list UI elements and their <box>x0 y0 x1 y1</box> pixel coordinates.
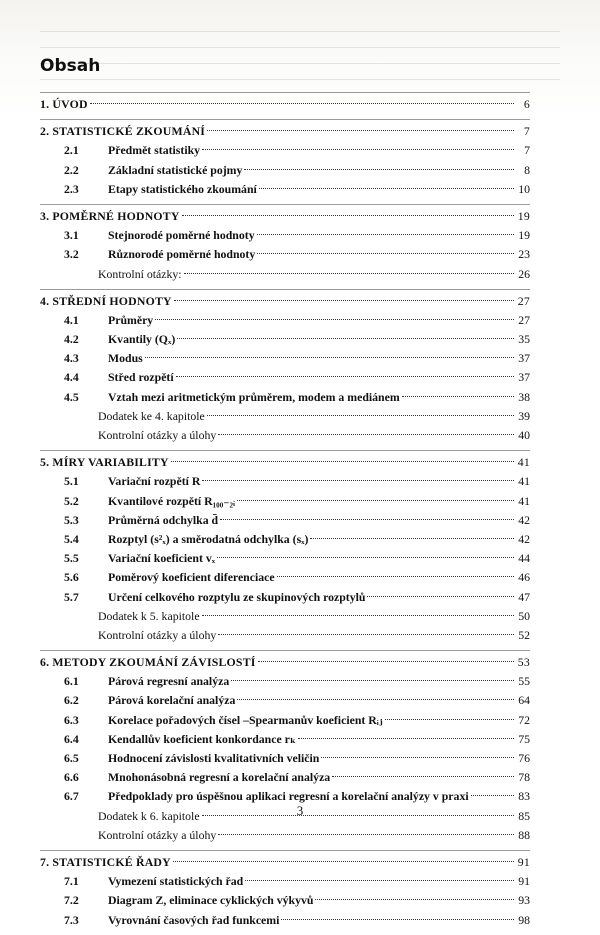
toc-subsection-entry <box>40 180 530 199</box>
toc-subsection-entry <box>40 730 530 749</box>
toc-subsection-entry <box>40 226 530 245</box>
entry-number: 5.2 <box>64 493 79 508</box>
entry-title: Dodatek k 6. kapitole <box>98 808 200 823</box>
toc-section <box>40 850 530 930</box>
toc-note-entry <box>40 826 530 845</box>
toc-chapter-entry <box>40 95 530 114</box>
chapter-title: 6. METODY ZKOUMÁNÍ ZÁVISLOSTÍ <box>40 655 256 670</box>
toc-subsection-entry <box>40 492 530 511</box>
dot-leader <box>218 634 514 635</box>
dot-leader <box>258 661 514 662</box>
toc-subsection-entry <box>40 368 530 387</box>
entry-title: Stejnorodé poměrné hodnoty <box>108 228 255 243</box>
entry-page: 19 <box>518 228 530 243</box>
chapter-page: 27 <box>517 293 530 308</box>
entry-page: 46 <box>518 570 530 585</box>
toc-subsection-entry <box>40 311 530 330</box>
entry-number: 5.7 <box>64 589 79 604</box>
entry-title: Variační koeficient vₓ <box>108 551 216 566</box>
entry-page: 47 <box>518 589 530 604</box>
dot-leader <box>245 880 514 881</box>
dot-leader <box>231 680 514 681</box>
chapter-page: 41 <box>517 455 530 470</box>
toc-subsection-entry <box>40 388 530 407</box>
entry-title: Diagram Z, eliminace cyklických výkyvů <box>108 893 314 908</box>
chapter-page: 91 <box>517 854 530 869</box>
chapter-page: 53 <box>517 655 530 670</box>
entry-page: 78 <box>518 770 530 785</box>
chapter-title: 3. POMĚRNÉ HODNOTY <box>40 208 180 223</box>
entry-page: 38 <box>518 389 530 404</box>
entry-page: 37 <box>518 351 530 366</box>
entry-page: 75 <box>518 731 530 746</box>
toc-chapter-entry <box>40 453 530 472</box>
dot-leader <box>202 149 514 150</box>
entry-title: Dodatek ke 4. kapitole <box>98 408 205 423</box>
toc-chapter-entry <box>40 853 530 872</box>
entry-title: Mnohonásobná regresní a korelační analýza <box>108 770 331 785</box>
dot-leader <box>237 500 514 501</box>
entry-number: 2.2 <box>64 162 79 177</box>
dot-leader <box>281 919 514 920</box>
toc-subsection-entry <box>40 872 530 891</box>
toc-chapter-entry <box>40 207 530 226</box>
dot-leader <box>217 557 514 558</box>
toc-subsection-entry <box>40 891 530 910</box>
entry-title: Rozptyl (s²ₓ) a směrodatná odchylka (sₓ) <box>108 531 309 546</box>
dot-leader <box>298 738 514 739</box>
entry-title: Kontrolní otázky a úlohy <box>98 428 217 442</box>
entry-number: 4.5 <box>64 389 79 404</box>
toc-subsection-entry <box>40 511 530 530</box>
entry-page: 52 <box>518 627 530 642</box>
entry-title: Střed rozpětí <box>108 370 174 385</box>
entry-number: 2.1 <box>64 143 79 158</box>
toc-subsection-entry <box>40 911 530 930</box>
entry-number: 7.1 <box>64 874 79 889</box>
entry-page: 10 <box>518 181 530 196</box>
entry-page: 37 <box>518 370 530 385</box>
entry-page: 44 <box>518 551 530 566</box>
dot-leader <box>310 538 514 539</box>
entry-title: Kendallův koeficient konkordance rₖ <box>108 731 297 746</box>
toc-subsection-entry <box>40 711 530 730</box>
toc-note-entry <box>40 265 530 284</box>
toc-subsection-entry <box>40 530 530 549</box>
dot-leader <box>171 461 514 462</box>
dot-leader <box>173 861 514 862</box>
entry-title: Kvantilové rozpětí R₁₀₀₋₂ᵢ <box>108 493 236 508</box>
entry-page: 85 <box>518 808 530 823</box>
chapter-page: 6 <box>523 97 530 111</box>
entry-title: Párová regresní analýza <box>108 674 230 689</box>
toc-section <box>40 204 530 284</box>
toc-subsection-entry <box>40 691 530 710</box>
dot-leader <box>259 188 514 189</box>
entry-number: 6.3 <box>64 712 79 727</box>
dot-leader <box>367 596 514 597</box>
entry-title: Hodnocení závislosti kvalitativních veličin <box>108 751 320 765</box>
toc-note-entry <box>40 626 530 645</box>
dot-leader <box>402 396 514 397</box>
entry-number: 5.1 <box>64 474 79 489</box>
dot-leader <box>90 103 514 104</box>
dot-leader <box>385 719 514 720</box>
entry-number: 6.5 <box>64 751 79 765</box>
toc-note-entry <box>40 407 530 426</box>
dot-leader <box>244 169 514 170</box>
dot-leader <box>315 899 514 900</box>
entry-title: Vztah mezi aritmetickým průměrem, modem a mediánem <box>108 389 400 404</box>
entry-number: 7.2 <box>64 893 79 908</box>
toc-subsection-entry <box>40 549 530 568</box>
dot-leader <box>184 273 514 274</box>
entry-number: 5.3 <box>64 512 79 527</box>
entry-number: 6.4 <box>64 731 79 746</box>
entry-number: 2.3 <box>64 181 79 196</box>
entry-title: Vyrovnání časových řad funkcemi <box>108 912 280 927</box>
toc-chapter-entry <box>40 122 530 141</box>
entry-page: 91 <box>518 874 530 889</box>
toc-chapter-entry <box>40 292 530 311</box>
entry-page: 83 <box>518 789 530 804</box>
page-title: Obsah <box>40 56 101 76</box>
entry-page: 64 <box>518 693 530 708</box>
page-number: 3 <box>296 803 304 818</box>
toc-subsection-entry <box>40 349 530 368</box>
entry-page: 41 <box>518 474 530 489</box>
entry-number: 3.1 <box>64 228 79 243</box>
dot-leader <box>257 234 514 235</box>
toc-subsection-entry <box>40 161 530 180</box>
toc-chapter-entry <box>40 653 530 672</box>
entry-title: Variační rozpětí R <box>108 474 201 489</box>
entry-title: Průměry <box>108 312 154 327</box>
entry-page: 39 <box>518 408 530 423</box>
dot-leader <box>145 357 514 358</box>
entry-page: 23 <box>518 247 530 262</box>
entry-title: Kvantily (Qₓ) <box>108 332 176 347</box>
entry-page: 40 <box>518 428 530 442</box>
entry-page: 41 <box>518 493 530 508</box>
entry-page: 72 <box>518 712 530 727</box>
entry-number: 5.5 <box>64 551 79 566</box>
chapter-page: 19 <box>517 208 530 223</box>
entry-page: 26 <box>518 266 530 281</box>
entry-number: 6.1 <box>64 674 79 689</box>
entry-title: Kontrolní otázky a úlohy <box>98 627 217 642</box>
dot-leader <box>321 757 514 758</box>
chapter-title: 5. MÍRY VARIABILITY <box>40 455 169 470</box>
entry-page: 27 <box>518 312 530 327</box>
dot-leader <box>202 615 514 616</box>
entry-title: Etapy statistického zkoumání <box>108 181 257 196</box>
toc-subsection-entry <box>40 330 530 349</box>
entry-title: Kontrolní otázky: <box>98 266 182 281</box>
toc-subsection-entry <box>40 568 530 587</box>
entry-number: 4.1 <box>64 312 79 327</box>
entry-page: 7 <box>524 143 530 158</box>
dot-leader <box>176 376 514 377</box>
entry-page: 55 <box>518 674 530 689</box>
chapter-title: 7. STATISTICKÉ ŘADY <box>40 854 171 869</box>
entry-page: 93 <box>518 893 530 908</box>
entry-title: Základní statistické pojmy <box>108 162 243 177</box>
toc-subsection-entry <box>40 768 530 787</box>
entry-number: 6.2 <box>64 693 79 708</box>
entry-page: 42 <box>518 512 530 527</box>
entry-page: 8 <box>524 162 530 177</box>
dot-leader <box>237 699 514 700</box>
entry-title: Kontrolní otázky a úlohy <box>98 827 217 842</box>
dot-leader <box>177 338 514 339</box>
entry-title: Průměrná odchylka d̄ <box>108 512 219 527</box>
toc-section <box>40 92 530 114</box>
dot-leader <box>155 319 514 320</box>
dot-leader <box>207 415 514 416</box>
entry-number: 5.4 <box>64 531 79 546</box>
toc-subsection-entry <box>40 141 530 160</box>
dot-leader <box>182 215 514 216</box>
entry-title: Modus <box>108 351 143 366</box>
dot-leader <box>218 834 514 835</box>
entry-title: Různorodé poměrné hodnoty <box>108 247 256 262</box>
toc-subsection-entry <box>40 472 530 491</box>
dot-leader <box>277 576 514 577</box>
entry-page: 88 <box>518 827 530 842</box>
entry-number: 4.2 <box>64 332 79 347</box>
dot-leader <box>202 480 514 481</box>
entry-number: 3.2 <box>64 247 79 262</box>
entry-page: 76 <box>518 751 530 765</box>
entry-title: Vymezení statistických řad <box>108 874 244 889</box>
entry-page: 98 <box>518 912 530 927</box>
entry-number: 6.6 <box>64 770 79 785</box>
entry-page: 50 <box>518 608 530 623</box>
entry-title: Dodatek k 5. kapitole <box>98 608 200 623</box>
entry-page: 42 <box>518 531 530 546</box>
entry-number: 4.4 <box>64 370 79 385</box>
chapter-page: 7 <box>523 124 530 139</box>
chapter-title: 2. STATISTICKÉ ZKOUMÁNÍ <box>40 124 206 139</box>
toc-subsection-entry <box>40 749 530 768</box>
entry-title: Předpoklady pro úspěšnou aplikaci regresní a korelační analýzy v praxi <box>108 789 469 804</box>
toc-section <box>40 450 530 645</box>
dot-leader <box>471 795 514 796</box>
toc-note-entry <box>40 607 530 626</box>
entry-title: Párová korelační analýza <box>108 693 236 708</box>
bleed-through-text <box>40 22 560 82</box>
entry-number: 5.6 <box>64 570 79 585</box>
entry-number: 7.3 <box>64 912 79 927</box>
entry-title: Předmět statistiky <box>108 143 201 158</box>
toc-subsection-entry <box>40 245 530 264</box>
chapter-title: 1. ÚVOD <box>40 97 88 111</box>
toc-section <box>40 289 530 446</box>
toc-subsection-entry <box>40 672 530 691</box>
dot-leader <box>220 519 514 520</box>
dot-leader <box>174 300 514 301</box>
entry-title: Poměrový koeficient diferenciace <box>108 570 275 585</box>
toc-subsection-entry <box>40 588 530 607</box>
toc-note-entry <box>40 426 530 445</box>
entry-number: 4.3 <box>64 351 79 366</box>
entry-title: Korelace pořadových čísel –Spearmanův koeficient Rᵢⱼ <box>108 712 383 727</box>
dot-leader <box>332 776 514 777</box>
entry-number: 6.7 <box>64 789 79 804</box>
chapter-title: 4. STŘEDNÍ HODNOTY <box>40 293 172 308</box>
entry-title: Určení celkového rozptylu ze skupinových rozptylů <box>108 589 366 604</box>
dot-leader <box>257 253 514 254</box>
dot-leader <box>207 130 514 131</box>
toc-section <box>40 119 530 199</box>
dot-leader <box>218 434 514 435</box>
entry-page: 35 <box>518 332 530 347</box>
